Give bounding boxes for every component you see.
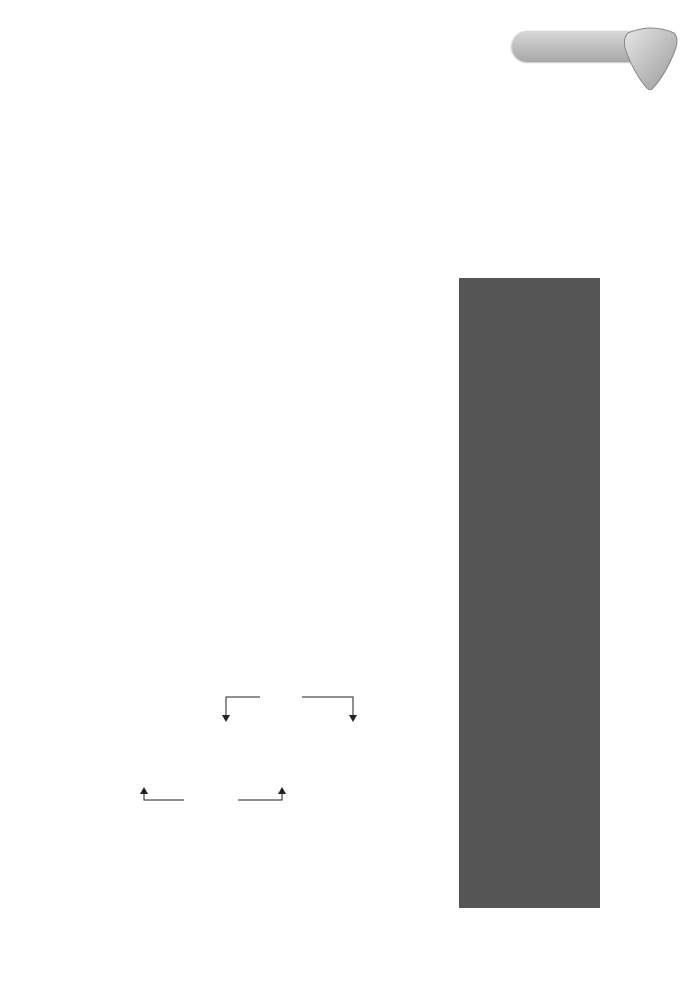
chapter-badge	[512, 27, 692, 97]
fretboard-diagram	[455, 242, 665, 912]
fretboard-graphic	[455, 242, 665, 912]
guitar-pick-icon	[622, 27, 680, 91]
piano-diagram	[100, 685, 440, 810]
fretboard-wood	[459, 278, 600, 908]
piano-keys-graphic	[100, 685, 440, 810]
